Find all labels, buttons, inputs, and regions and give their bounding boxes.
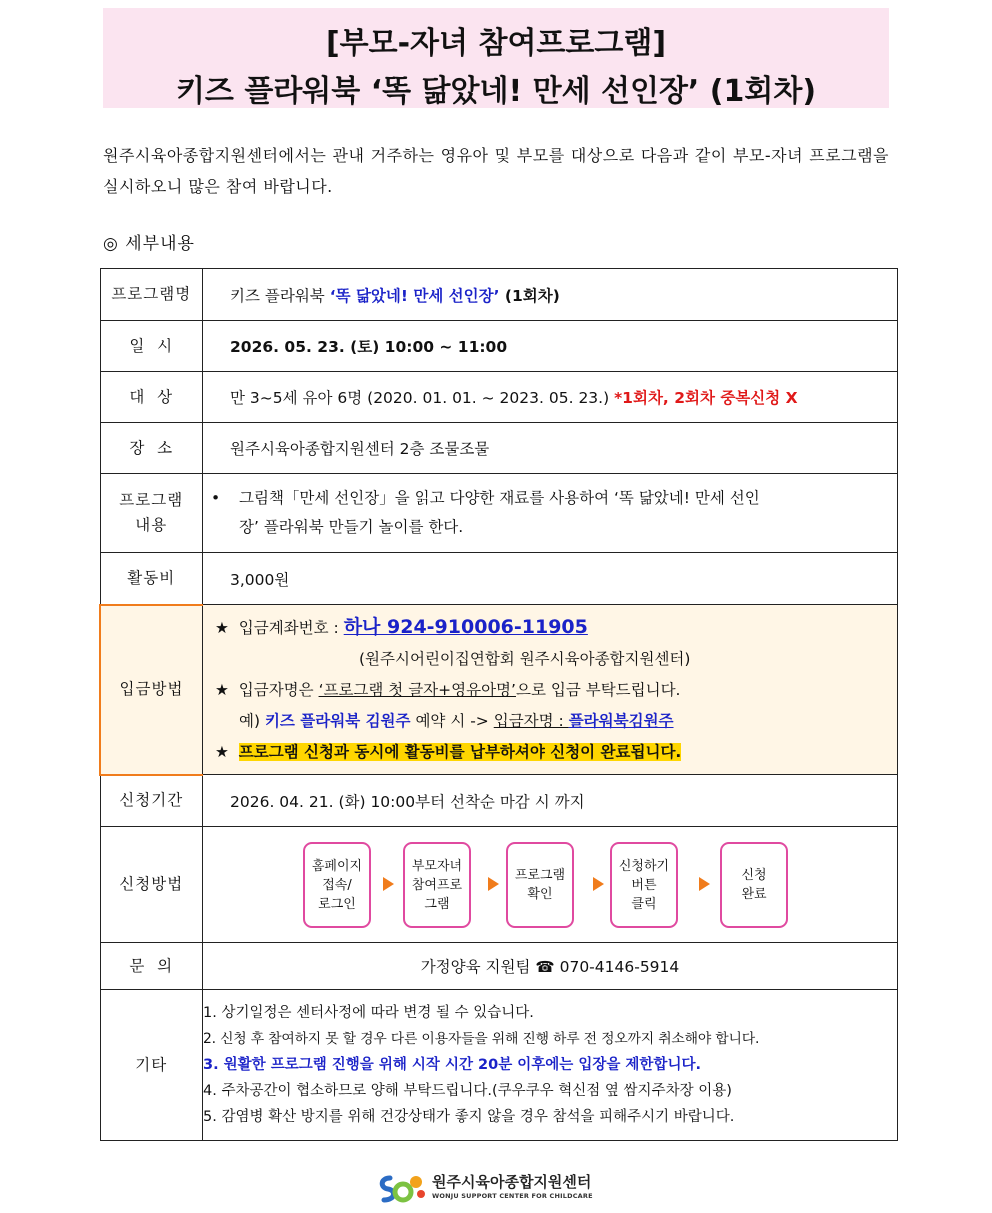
label-content-line1: 프로그램: [119, 491, 184, 509]
step-check-program: 프로그램 확인: [506, 842, 574, 928]
label-datetime: 일 시: [100, 321, 203, 372]
account-holder: (원주시어린이집연합회 원주시육아종합지원센터): [359, 649, 691, 668]
label-period: 신청기간: [100, 775, 203, 827]
step-parent-child-program: 부모자녀 참여프로 그램: [403, 842, 471, 928]
value-datetime: 2026. 05. 23. (토) 10:00 ~ 11:00: [203, 321, 898, 372]
table-row: [100, 990, 898, 1141]
label-payment: 입금방법: [100, 605, 203, 775]
value-contact: 가정양육 지원팀 ☎ 070-4146-5914: [203, 943, 898, 990]
program-name-prefix: 키즈 플라워북: [230, 286, 330, 305]
value-period: 2026. 04. 21. (화) 10:00부터 선착순 마감 시 까지: [203, 775, 898, 827]
arrow-right-icon: [383, 877, 394, 891]
table-row: [100, 775, 898, 827]
target-note: *1회차, 2회차 중복신청 X: [614, 389, 798, 407]
step-click-apply: 신청하기 버튼 클릭: [610, 842, 678, 928]
value-method: [203, 827, 898, 943]
footer-org-english: WONJU SUPPORT CENTER FOR CHILDCARE: [432, 1192, 593, 1200]
title-line-1: [부모-자녀 참여프로그램]: [325, 26, 667, 61]
step-login: 홈페이지 접속/ 로그인: [303, 842, 371, 928]
example-mid: 예약 시 ->: [410, 711, 494, 730]
label-program-name: 프로그램명: [100, 269, 203, 321]
account-label: 입금계좌번호 :: [238, 618, 344, 637]
value-payment: [203, 605, 898, 775]
program-name-suffix: (1회차): [499, 286, 560, 305]
payment-notice-line: [215, 737, 897, 768]
table-row: [100, 321, 898, 372]
payment-example-line: [215, 706, 897, 737]
etc-item: 4. 주차공간이 협소하므로 양해 부탁드립니다.(쿠우쿠우 혁신점 옆 쌈지주차장 이용): [203, 1083, 732, 1099]
content-line-1: 그림책「만세 선인장」을 읽고 다양한 재료를 사용하여 ‘똑 닮았네! 만세 선인: [239, 489, 760, 507]
title-line-2: 키즈 플라워북 ‘똑 닮았네! 만세 선인장’ (1회차): [175, 74, 817, 109]
table-row-payment: [100, 605, 898, 775]
target-text: 만 3~5세 유아 6명 (2020. 01. 01. ~ 2023. 05. 23.): [230, 389, 615, 407]
center-logo-icon: [376, 1170, 428, 1206]
table-row: [100, 423, 898, 474]
label-method: 신청방법: [100, 827, 203, 943]
arrow-right-icon: [488, 877, 499, 891]
label-fee: 활동비: [100, 553, 203, 605]
value-place: 원주시육아종합지원센터 2층 조물조물: [203, 423, 898, 474]
etc-item: 3. 원활한 프로그램 진행을 위해 시작 시간 20분 이후에는 입장을 제한합니다.: [203, 1057, 701, 1073]
table-row: [100, 269, 898, 321]
label-place: 장 소: [100, 423, 203, 474]
value-target: [203, 372, 898, 423]
program-name-highlight: ‘똑 닮았네! 만세 선인장’: [329, 286, 500, 305]
section-heading: ◎ 세부내용: [103, 234, 195, 254]
value-program-name: [203, 269, 898, 321]
table-row: [100, 943, 898, 990]
intro-paragraph: 원주시육아종합지원센터에서는 관내 거주하는 영유아 및 부모를 대상으로 다음과 같이 부모-자녀 프로그램을 실시하오니 많은 참여 바랍니다.: [103, 146, 889, 196]
content-line-2: 장’ 플라워북 만들기 놀이를 한다.: [239, 518, 464, 536]
content-bullet: •: [211, 489, 221, 507]
star-icon: ★: [215, 680, 229, 699]
depositor-rule: ‘프로그램 첫 글자+영유아명’: [318, 680, 516, 699]
label-target: 대 상: [100, 372, 203, 423]
value-fee: 3,000원: [203, 553, 898, 605]
account-number: 하나 924-910006-11905: [343, 615, 588, 638]
star-icon: ★: [215, 742, 229, 761]
step-complete: 신청 완료: [720, 842, 788, 928]
footer-org-name: 원주시육아종합지원센터: [432, 1173, 592, 1191]
program-info-table: [99, 268, 898, 1141]
table-row: [100, 827, 898, 943]
etc-item: 2. 신청 후 참여하지 못 할 경우 다른 이용자들을 위해 진행 하루 전 정오까지 취소해야 합니다.: [203, 1031, 760, 1047]
label-etc: 기타: [100, 990, 203, 1141]
depositor-pre: 입금자명은: [238, 680, 319, 699]
payment-depositor-line: [215, 675, 897, 706]
table-row: [100, 474, 898, 553]
payment-notice: 프로그램 신청과 동시에 활동비를 납부하셔야 신청이 완료됩니다.: [238, 742, 682, 761]
example-name: 키즈 플라워북 김원주: [264, 711, 411, 730]
arrow-right-icon: [593, 877, 604, 891]
payment-account-line: [215, 612, 897, 644]
example-label: 입금자명 :: [493, 711, 569, 730]
label-content-line2: 내용: [135, 516, 168, 534]
depositor-post: 으로 입금 부탁드립니다.: [515, 680, 681, 699]
label-contact: 문 의: [100, 943, 203, 990]
application-steps: [203, 827, 897, 942]
title-banner: [103, 8, 889, 108]
label-program-content: [100, 474, 203, 553]
arrow-right-icon: [699, 877, 710, 891]
example-pre: 예): [239, 711, 265, 730]
table-row: [100, 553, 898, 605]
value-etc: [203, 990, 898, 1141]
table-row: [100, 372, 898, 423]
etc-item: 1. 상기일정은 센터사정에 따라 변경 될 수 있습니다.: [203, 1005, 534, 1021]
star-icon: ★: [215, 618, 229, 637]
value-program-content: [203, 474, 898, 553]
example-value: 플라워북김원주: [568, 711, 674, 730]
footer-logo: [376, 1170, 606, 1206]
etc-item: 5. 감염병 확산 방지를 위해 건강상태가 좋지 않을 경우 참석을 피해주시기 바랍니다.: [203, 1109, 735, 1125]
